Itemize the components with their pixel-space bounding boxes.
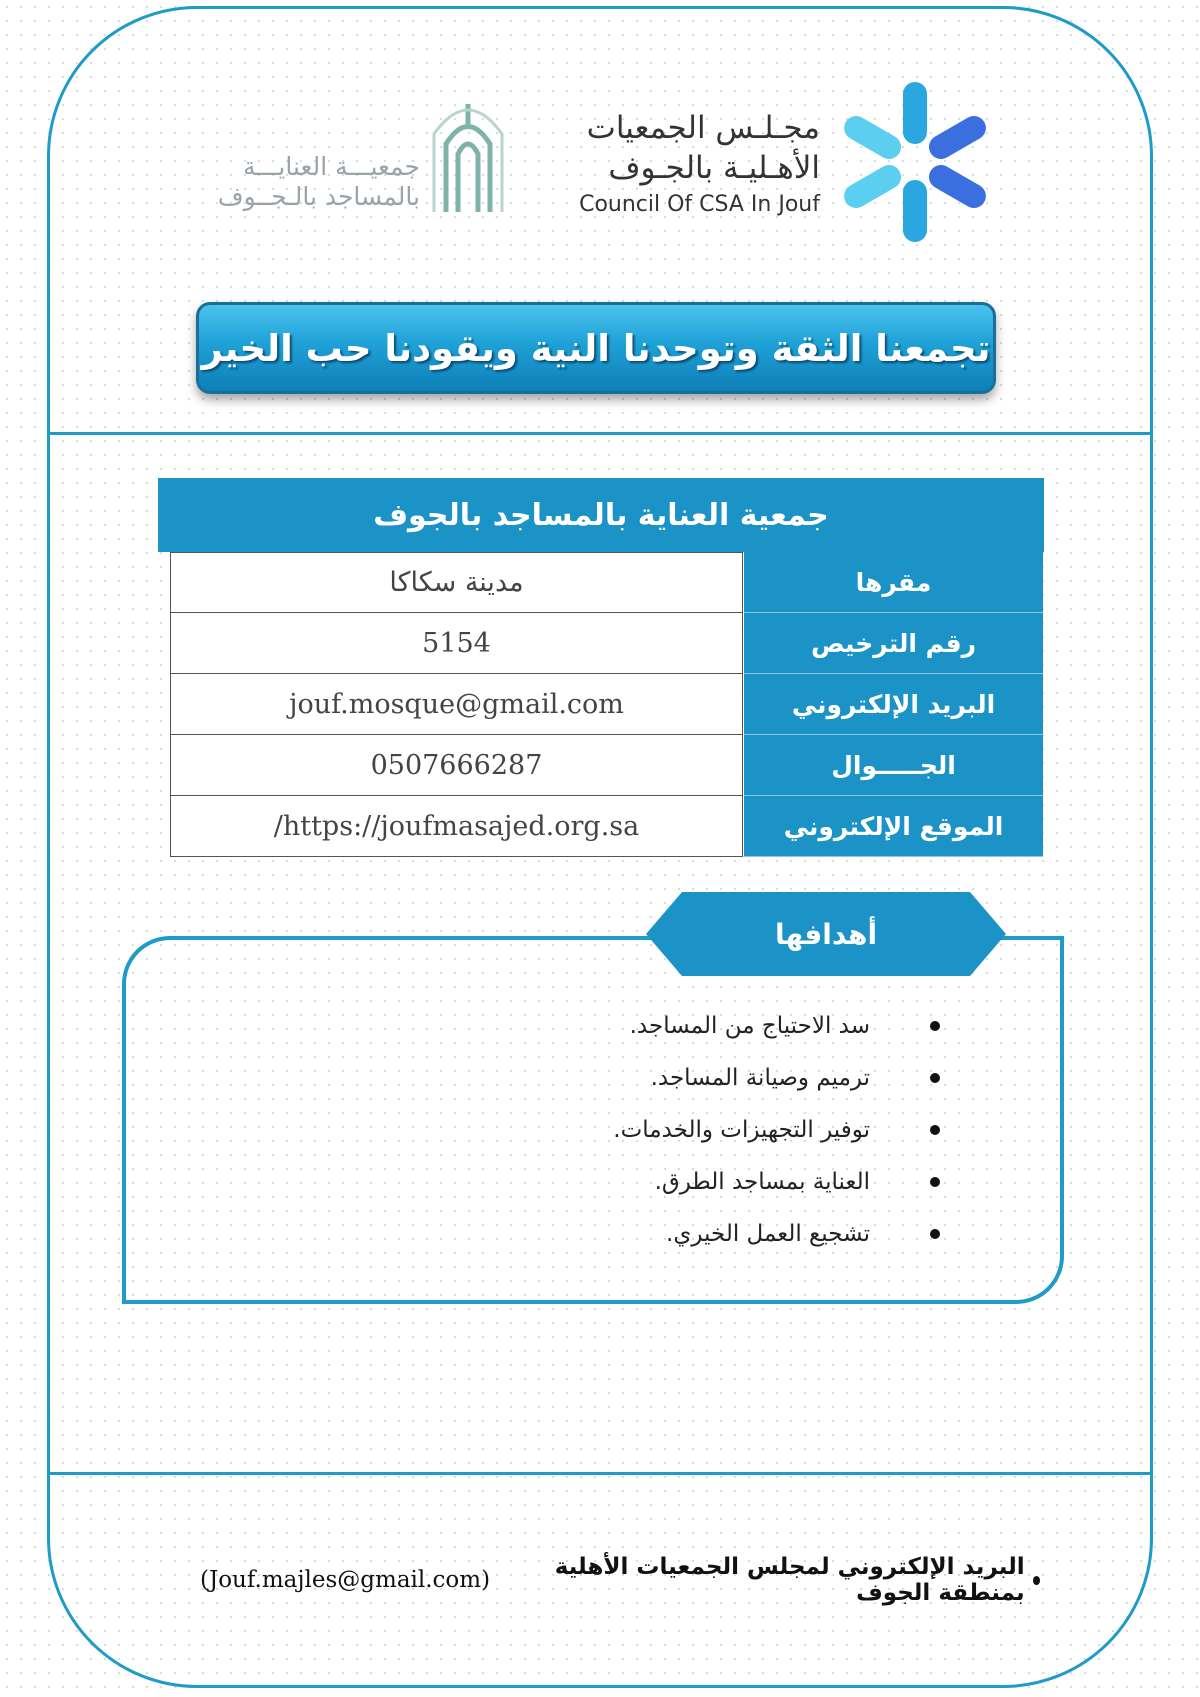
slogan-banner	[196, 302, 996, 394]
list-item	[350, 1052, 870, 1104]
goal-text: سد الاحتياج من المساجد.	[629, 1013, 870, 1039]
mosque-org-name	[218, 152, 420, 212]
header-divider	[49, 432, 1151, 435]
info-table	[170, 552, 1043, 857]
info-label-website: الموقع الإلكتروني	[743, 796, 1043, 857]
bullet-icon	[930, 1125, 940, 1135]
info-label-location: مقرها	[743, 552, 1043, 613]
council-name	[579, 108, 820, 217]
council-name-ar-line1: مجـلـس الجمعيات	[586, 110, 820, 146]
info-label-email: البريد الإلكتروني	[743, 674, 1043, 735]
table-row	[170, 796, 1043, 857]
bullet-icon	[1033, 1576, 1040, 1585]
bullet-icon	[930, 1021, 940, 1031]
list-item	[350, 1000, 870, 1052]
list-item	[350, 1156, 870, 1208]
goals-title: أهدافها	[774, 917, 878, 951]
list-item	[350, 1104, 870, 1156]
footer-email[interactable]: (Jouf.majles@gmail.com)	[200, 1567, 491, 1593]
list-item	[350, 1208, 870, 1260]
goal-text: العناية بمساجد الطرق.	[654, 1169, 870, 1195]
table-row	[170, 735, 1043, 796]
footer	[200, 1554, 1040, 1606]
info-value-mobile[interactable]: 0507666287	[170, 735, 743, 796]
footer-text: البريد الإلكتروني لمجلس الجمعيات الأهلية بمنطقة الجوف	[554, 1554, 1025, 1606]
goal-text: توفير التجهيزات والخدمات.	[613, 1117, 870, 1143]
bullet-icon	[930, 1073, 940, 1083]
info-value-website[interactable]: /https://joufmasajed.org.sa	[170, 796, 743, 857]
mosque-org-line2: بالمساجد بالـجــوف	[217, 182, 420, 211]
table-row	[170, 613, 1043, 674]
council-name-en: Council Of CSA In Jouf	[579, 192, 820, 217]
bullet-icon	[930, 1177, 940, 1187]
mosque-org-line1: جمعيـــة العنايـــة	[243, 152, 420, 181]
bullet-icon	[930, 1229, 940, 1239]
council-name-ar-line2: الأهـليـة بالجـوف	[608, 150, 820, 186]
slogan-text: تجمعنا الثقة وتوحدنا النية ويقودنا حب الخير	[201, 326, 991, 370]
info-label-license: رقم الترخيص	[743, 613, 1043, 674]
info-label-mobile: الجـــــوال	[743, 735, 1043, 796]
table-row	[170, 552, 1043, 613]
table-row	[170, 674, 1043, 735]
goals-list	[350, 1000, 870, 1260]
info-table-title: جمعية العناية بالمساجد بالجوف	[158, 478, 1044, 552]
info-value-location: مدينة سكاكا	[170, 552, 743, 613]
info-value-email[interactable]: jouf.mosque@gmail.com	[170, 674, 743, 735]
goal-text: ترميم وصيانة المساجد.	[650, 1065, 870, 1091]
goal-text: تشجيع العمل الخيري.	[666, 1221, 870, 1247]
footer-divider	[49, 1472, 1151, 1475]
info-value-license: 5154	[170, 613, 743, 674]
